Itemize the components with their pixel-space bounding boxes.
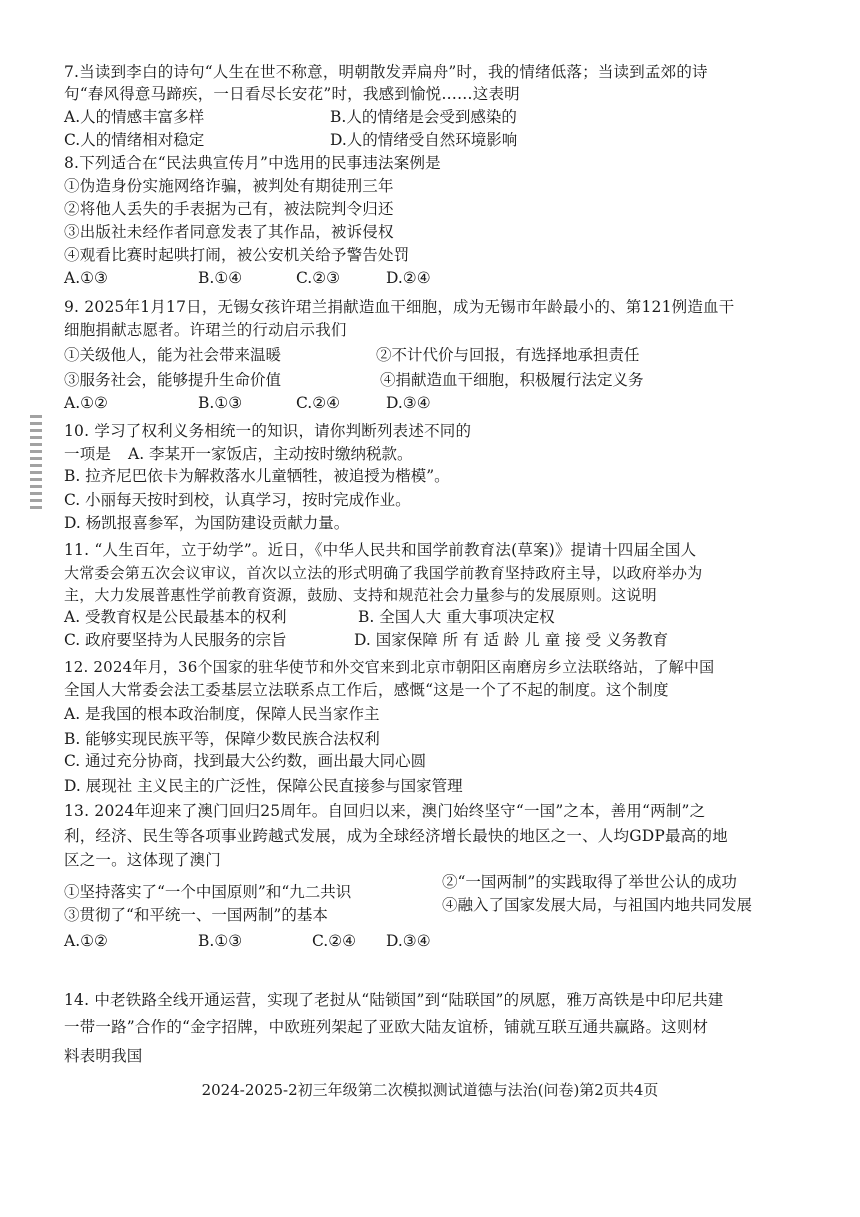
q11-option-c: C. 政府要坚持为人民服务的宗旨 — [64, 631, 287, 649]
q11-option-d: D. 国家保障 所 有 适 龄 儿 童 接 受 义务教育 — [354, 631, 669, 649]
q7-stem-line2: 句“春风得意马蹄疾，一日看尽长安花”时，我感到愉悦……这表明 — [64, 85, 520, 103]
q13-statement-2: ②“一国两制”的实践取得了举世公认的成功 — [442, 873, 737, 891]
q8-stem: 8.下列适合在“民法典宣传月”中选用的民事违法案例是 — [64, 154, 441, 172]
q9-statement-1: ①关级他人，能为社会带来温暖 — [64, 346, 282, 364]
q13-statement-4: ④融入了国家发展大局，与祖国内地共同发展 — [442, 896, 753, 914]
q13-option-a: A.①② — [64, 932, 108, 950]
q9-statement-2: ②不计代价与回报，有选择地承担责任 — [376, 346, 640, 364]
q10-stem-line1: 10. 学习了权利义务相统一的知识，请你判断列表述不同的 — [64, 422, 472, 440]
q9-stem-line1: 9. 2025年1月17日，无锡女孩许珺兰捐献造血干细胞，成为无锡市年龄最小的、第121例造血干 — [64, 298, 735, 316]
q12-option-c: C. 通过充分协商，找到最大公约数，画出最大同心圆 — [64, 752, 427, 770]
page-footer: 2024-2025-2初三年级第二次模拟测试道德与法治(问卷)第2页共4页 — [201, 1081, 659, 1099]
q10-option-a: A. 李某开一家饭店，主动按时缴纳税款。 — [128, 445, 413, 463]
q10-option-d: D. 杨凯报喜参军，为国防建设贡献力量。 — [64, 514, 350, 532]
q8-statement-4: ④观看比赛时起哄打闹，被公安机关给予警告处罚 — [64, 246, 410, 264]
q9-stem-line2: 细胞捐献志愿者。许珺兰的行动启示我们 — [64, 321, 347, 339]
q9-option-d: D.③④ — [386, 394, 431, 412]
q12-stem-line1: 12. 2024年月，36个国家的驻华使节和外交官来到北京市朝阳区南磨房乡立法联络站，了解中国 — [64, 658, 715, 676]
q10-stem-line2: 一项是 — [64, 445, 112, 463]
q7-option-d: D.人的情绪受自然环境影响 — [330, 131, 518, 149]
q8-statement-1: ①伪造身份实施网络诈骗，被判处有期徒刑三年 — [64, 177, 394, 195]
q11-stem-line2: 大常委会第五次会议审议，首次以立法的形式明确了我国学前教育坚持政府主导，以政府举办为 — [64, 564, 703, 582]
q9-option-a: A.①② — [64, 394, 108, 412]
scan-artifact — [30, 415, 42, 510]
q8-option-c: C.②③ — [296, 269, 341, 287]
q13-statement-3: ③贯彻了“和平统一、一国两制”的基本 — [64, 906, 328, 924]
q7-option-a: A.人的情感丰富多样 — [64, 108, 205, 126]
q14-stem-line1: 14. 中老铁路全线开通运营，实现了老挝从“陆锁国”到“陆联国”的夙愿，雅万高铁是中印尼共建 — [64, 991, 724, 1009]
q9-option-b: B.①③ — [198, 394, 243, 412]
q12-option-d: D. 展现社 主义民主的广泛性，保障公民直接参与国家管理 — [64, 777, 463, 795]
q13-stem-line3: 区之一。这体现了澳门 — [64, 851, 222, 869]
q13-option-b: B.①③ — [198, 932, 243, 950]
q8-statement-3: ③出版社未经作者同意发表了其作品，被诉侵权 — [64, 223, 394, 241]
q11-option-a: A. 受教育权是公民最基本的权利 — [64, 608, 287, 626]
q12-option-b: B. 能够实现民族平等，保障少数民族合法权利 — [64, 730, 380, 748]
q13-option-c: C.②④ — [312, 932, 357, 950]
q9-statement-4: ④捐献造血干细胞，积极履行法定义务 — [380, 371, 644, 389]
q13-stem-line1: 13. 2024年迎来了澳门回归25周年。自回归以来，澳门始终坚守“一国”之本，善用“两制”之 — [64, 802, 706, 820]
q9-statement-3: ③服务社会，能够提升生命价值 — [64, 371, 282, 389]
q12-stem-line2: 全国人大常委会法工委基层立法联系点工作后，感慨“这是一个了不起的制度。这个制度 — [64, 681, 669, 699]
q8-option-d: D.②④ — [386, 269, 431, 287]
q11-stem-line3: 主，大力发展普惠性学前教育资源，鼓励、支持和规范社会力量参与的发展原则。这说明 — [64, 586, 657, 604]
q7-option-c: C.人的情绪相对稳定 — [64, 131, 205, 149]
q9-option-c: C.②④ — [296, 394, 341, 412]
q8-option-b: B.①④ — [198, 269, 243, 287]
q10-option-c: C. 小丽每天按时到校，认真学习，按时完成作业。 — [64, 491, 411, 509]
q8-option-a: A.①③ — [64, 269, 108, 287]
q14-stem-line3: 料表明我国 — [64, 1047, 143, 1065]
q7-option-b: B.人的情绪是会受到感染的 — [330, 108, 517, 126]
q7-stem-line1: 7.当读到李白的诗句“人生在世不称意，明朝散发弄扁舟”时，我的情绪低落；当读到孟郊的诗 — [64, 63, 708, 81]
q11-stem-line1: 11. “人生百年，立于幼学”。近日，《中华人民共和国学前教育法(草案)》提请十四届全国人 — [64, 541, 697, 559]
q8-statement-2: ②将他人丢失的手表据为己有，被法院判令归还 — [64, 200, 394, 218]
q10-option-b: B. 拉齐尼巴依卡为解救落水儿童牺牲，被追授为楷模”。 — [64, 467, 450, 485]
q13-option-d: D.③④ — [386, 932, 431, 950]
q12-option-a: A. 是我国的根本政治制度，保障人民当家作主 — [64, 705, 380, 723]
q13-statement-1: ①坚持落实了“一个中国原则”和“九二共识 — [64, 883, 352, 901]
q13-stem-line2: 利，经济、民生等各项事业跨越式发展，成为全球经济增长最快的地区之一、人均GDP最高的地 — [64, 827, 728, 845]
q14-stem-line2: 一带一路”合作的“金字招牌，中欧班列架起了亚欧大陆友谊桥，铺就互联互通共赢路。这则材 — [64, 1018, 709, 1036]
q11-option-b: B. 全国人大 重大事项决定权 — [358, 608, 555, 626]
